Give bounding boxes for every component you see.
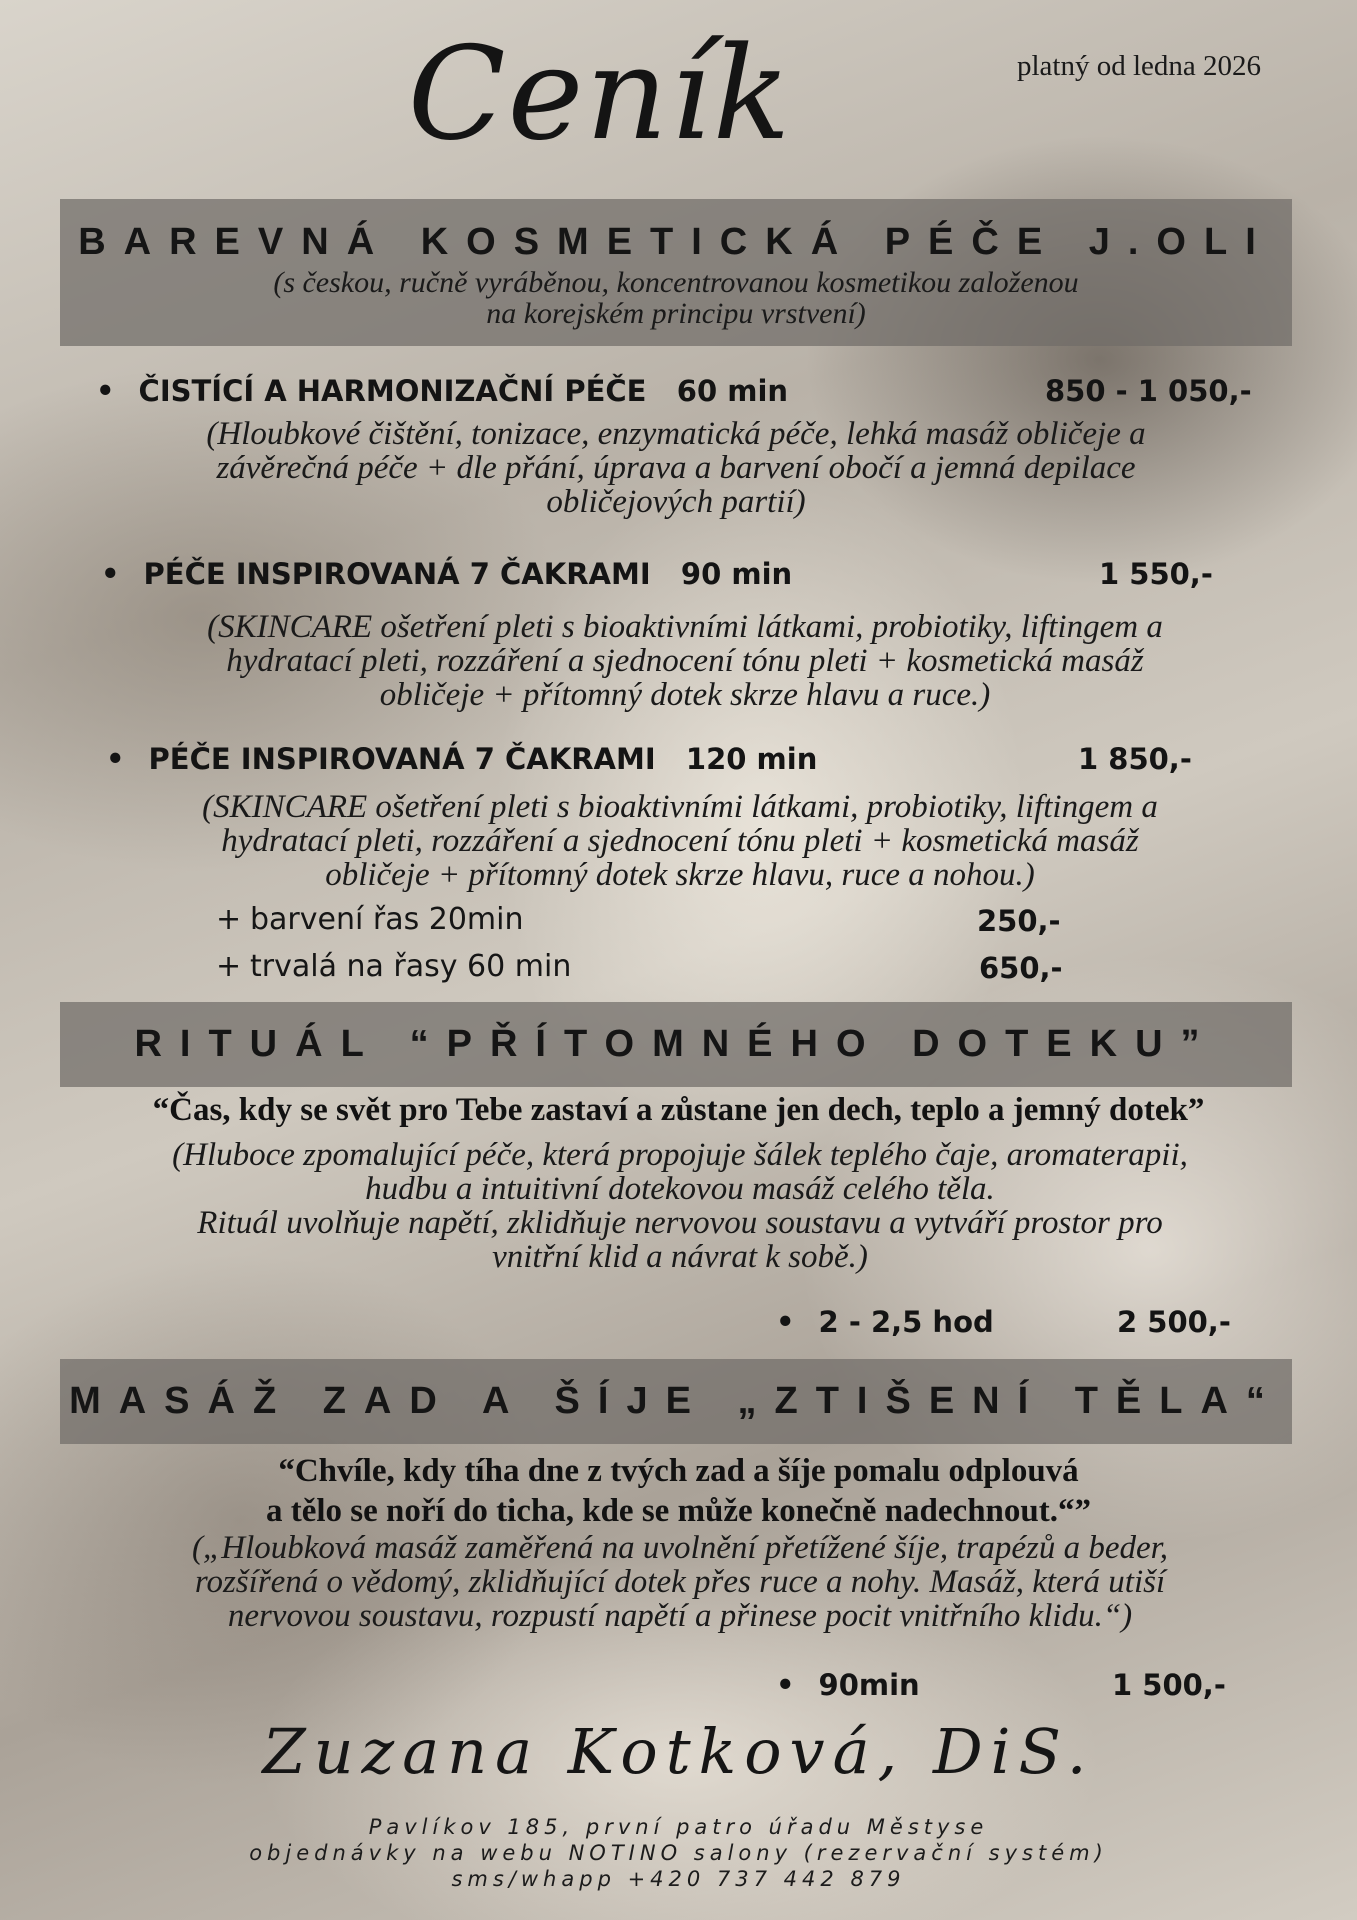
bullet-icon: • xyxy=(96,374,115,408)
desc-line: („Hloubková masáž zaměřená na uvolnění přetížené šíje, trapézů a beder, xyxy=(191,1530,1169,1566)
desc-line: vnitřní klid a návrat k sobě.) xyxy=(492,1239,868,1275)
section-subtitle-line-1: (s českou, ručně vyráběnou, koncentrovanou kosmetikou založenou xyxy=(273,266,1079,299)
service-description xyxy=(60,610,1310,712)
addon-lash-tint xyxy=(216,902,524,937)
service-name: ČISTÍCÍ A HARMONIZAČNÍ PÉČE xyxy=(138,374,647,408)
service-title-chakra-120 xyxy=(106,742,817,776)
desc-line: (SKINCARE ošetření pleti s bioaktivními látkami, probiotiky, liftingem a xyxy=(207,609,1163,645)
massage-duration xyxy=(776,1668,920,1702)
section-band-ritual xyxy=(60,1002,1292,1087)
service-description xyxy=(60,417,1292,519)
service-duration: 120 min xyxy=(685,742,818,776)
desc-line: obličeje + přítomný dotek skrze hlavu a ruce.) xyxy=(379,677,991,713)
section-subtitle-line-2: na korejském principu vrstvení) xyxy=(486,297,866,330)
desc-line: (Hluboce zpomalující péče, která propojuje šálek teplého čaje, aromaterapii, xyxy=(172,1137,1188,1173)
bullet-icon: • xyxy=(106,742,125,776)
duration-label: 90min xyxy=(818,1668,920,1702)
service-name: PÉČE INSPIROVANÁ 7 ČAKRAMI xyxy=(148,742,656,776)
bullet-icon: • xyxy=(776,1305,795,1339)
service-price: 1 850,- xyxy=(1078,742,1192,776)
contact-line: sms/whapp +420 737 442 879 xyxy=(451,1867,906,1891)
service-price: 1 550,- xyxy=(1099,557,1213,591)
signature: Zuzana Kotková, DiS. xyxy=(262,1715,1095,1788)
addon-lash-perm xyxy=(216,949,571,984)
ritual-quote: “Čas, kdy se svět pro Tebe zastaví a zůstane jen dech, teplo a jemný dotek” xyxy=(152,1092,1205,1128)
address-line: Pavlíkov 185, první patro úřadu Městyse xyxy=(368,1815,989,1839)
massage-description xyxy=(40,1531,1320,1633)
service-name: PÉČE INSPIROVANÁ 7 ČAKRAMI xyxy=(143,557,651,591)
quote-line: “Chvíle, kdy tíha dne z tvých zad a šíje pomalu odplouvá xyxy=(278,1453,1079,1489)
addon-price: 650,- xyxy=(979,951,1063,985)
ritual-duration xyxy=(776,1305,994,1339)
validity-date: platný od ledna 2026 xyxy=(1016,50,1261,82)
massage-quote xyxy=(0,1451,1357,1531)
ritual-description xyxy=(40,1138,1320,1274)
section-heading-massage: MASÁŽ ZAD A ŠÍJE „ZTIŠENÍ TĚLA“ xyxy=(69,1380,1283,1422)
service-duration: 90 min xyxy=(680,557,793,591)
page-title: Ceník xyxy=(407,20,793,169)
desc-line: hydratací pleti, rozzáření a sjednocení tónu pleti + kosmetická masáž xyxy=(226,643,1144,679)
desc-line: (SKINCARE ošetření pleti s bioaktivními látkami, probiotiky, liftingem a xyxy=(202,789,1158,825)
bullet-icon: • xyxy=(776,1668,795,1702)
massage-price: 1 500,- xyxy=(1112,1668,1226,1702)
section-heading-ritual: RITUÁL “PŘÍTOMNÉHO DOTEKU” xyxy=(134,1023,1218,1065)
plus-icon: + xyxy=(216,902,242,937)
desc-line: rozšířená o vědomý, zklidňující dotek přes ruce a nohy. Masáž, která utiší xyxy=(194,1564,1166,1600)
desc-line: (Hloubkové čištění, tonizace, enzymatická péče, lehká masáž obličeje a xyxy=(206,416,1146,452)
addon-label: barvení řas 20min xyxy=(250,902,524,937)
service-description xyxy=(60,790,1300,892)
ritual-price: 2 500,- xyxy=(1117,1305,1231,1339)
bullet-icon: • xyxy=(101,557,120,591)
desc-line: hudbu a intuitivní dotekovou masáž celého těla. xyxy=(365,1171,995,1207)
service-duration: 60 min xyxy=(676,374,789,408)
booking-line: objednávky na webu NOTINO salony (rezervační systém) xyxy=(249,1841,1108,1865)
desc-line: Rituál uvolňuje napětí, zklidňuje nervovou soustavu a vytváří prostor pro xyxy=(197,1205,1163,1241)
desc-line: nervovou soustavu, rozpustí napětí a přinese pocit vnitřního klidu.“) xyxy=(227,1598,1133,1634)
quote-line: a tělo se noří do ticha, kde se může konečně nadechnout.“” xyxy=(266,1493,1091,1529)
section-heading-cosmetic: BAREVNÁ KOSMETICKÁ PÉČE J.OLI xyxy=(78,221,1274,263)
service-price: 850 - 1 050,- xyxy=(1045,374,1252,408)
duration-label: 2 - 2,5 hod xyxy=(818,1305,994,1339)
addon-price: 250,- xyxy=(977,904,1061,938)
section-band-massage xyxy=(60,1359,1292,1444)
service-title-chakra-90 xyxy=(101,557,792,591)
desc-line: závěrečná péče + dle přání, úprava a barvení obočí a jemná depilace xyxy=(216,450,1136,486)
service-title-cleansing xyxy=(96,374,788,408)
desc-line: obličejových partií) xyxy=(546,484,806,520)
section-band-cosmetic xyxy=(60,199,1292,346)
addon-label: trvalá na řasy 60 min xyxy=(250,949,572,984)
plus-icon: + xyxy=(216,949,242,984)
desc-line: obličeje + přítomný dotek skrze hlavu, ruce a nohou.) xyxy=(325,857,1035,893)
desc-line: hydratací pleti, rozzáření a sjednocení tónu pleti + kosmetická masáž xyxy=(221,823,1139,859)
